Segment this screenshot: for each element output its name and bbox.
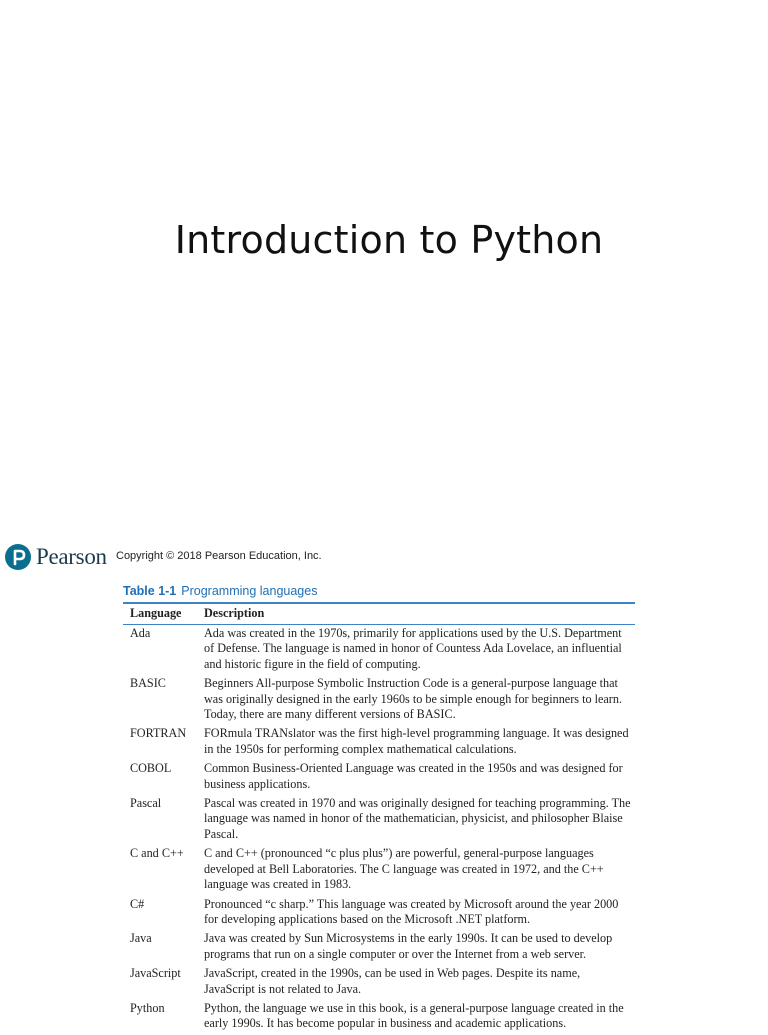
language-name: COBOL — [130, 761, 172, 776]
language-description: Java was created by Sun Microsystems in the early 1990s. It can be used to develop programs that run on a single computer or over the Internet from a web server. — [204, 931, 613, 961]
slide-title: Introduction to Python — [174, 218, 604, 262]
table-row — [123, 896, 635, 931]
languages-table — [123, 602, 635, 1035]
language-description: Pronounced “c sharp.” This language was created by Microsoft around the year 2000 for developing applications based on the Microsoft .NET platform. — [204, 896, 619, 926]
language-name: FORTRAN — [130, 726, 187, 741]
language-name: JavaScript — [130, 966, 181, 981]
pearson-logo — [5, 541, 107, 573]
table-row — [123, 1000, 635, 1035]
pearson-wordmark: Pearson — [36, 544, 107, 569]
table-row — [123, 675, 635, 725]
language-description: Python, the language we use in this book, is a general-purpose language created in the early 1990s. It has become popular in business and academic applications. — [204, 1000, 624, 1031]
language-description: C and C++ (pronounced “c plus plus”) are powerful, general-purpose languages developed at Bell Laboratories. The C language was created in 1972, and the C++ language was created in 1983. — [204, 846, 604, 892]
column-header-language: Language — [123, 603, 197, 625]
language-description: Common Business-Oriented Language was created in the 1950s and was designed for business applications. — [204, 761, 623, 791]
table-row — [123, 760, 635, 795]
language-name: C and C++ — [130, 846, 184, 861]
language-name: Java — [130, 931, 152, 946]
pearson-p-icon — [5, 544, 31, 570]
language-name: Python — [130, 1000, 165, 1015]
language-description: Pascal was created in 1970 and was originally designed for teaching programming. The language was named in honor of the mathematician, physicist, and philosopher Blaise Pascal. — [204, 796, 631, 841]
table-number: Table 1-1 — [123, 584, 177, 598]
table-header-row — [123, 603, 635, 625]
table-row — [123, 965, 635, 1000]
table-row — [123, 930, 635, 965]
language-description: FORmula TRANslator was the first high-level programming language. It was designed in the 1950s for performing complex mathematical calculations. — [204, 726, 629, 756]
language-name: BASIC — [130, 676, 166, 691]
language-description: Ada was created in the 1970s, primarily for applications used by the U.S. Department of Defense. The language is named in honor of Countess Ada Lovelace, an influential and historic figure in the field of computing. — [204, 626, 622, 671]
language-name: C# — [130, 896, 145, 911]
language-description: Beginners All-purpose Symbolic Instruction Code is a general-purpose language that was originally designed in the early 1960s to be simple enough for beginners to learn. Today, there are many different versions of BASIC. — [204, 676, 622, 722]
language-name: Pascal — [130, 796, 162, 811]
column-header-description: Description — [197, 603, 635, 625]
table-row — [123, 625, 635, 676]
copyright-text: Copyright © 2018 Pearson Education, Inc. — [116, 550, 322, 562]
table-caption — [123, 584, 317, 598]
table-row — [123, 795, 635, 845]
table-row — [123, 845, 635, 895]
table-caption-text: Programming languages — [181, 584, 318, 598]
language-name: Ada — [130, 626, 151, 640]
table-row — [123, 725, 635, 760]
language-description: JavaScript, created in the 1990s, can be used in Web pages. Despite its name, JavaScript is not related to Java. — [204, 966, 581, 996]
